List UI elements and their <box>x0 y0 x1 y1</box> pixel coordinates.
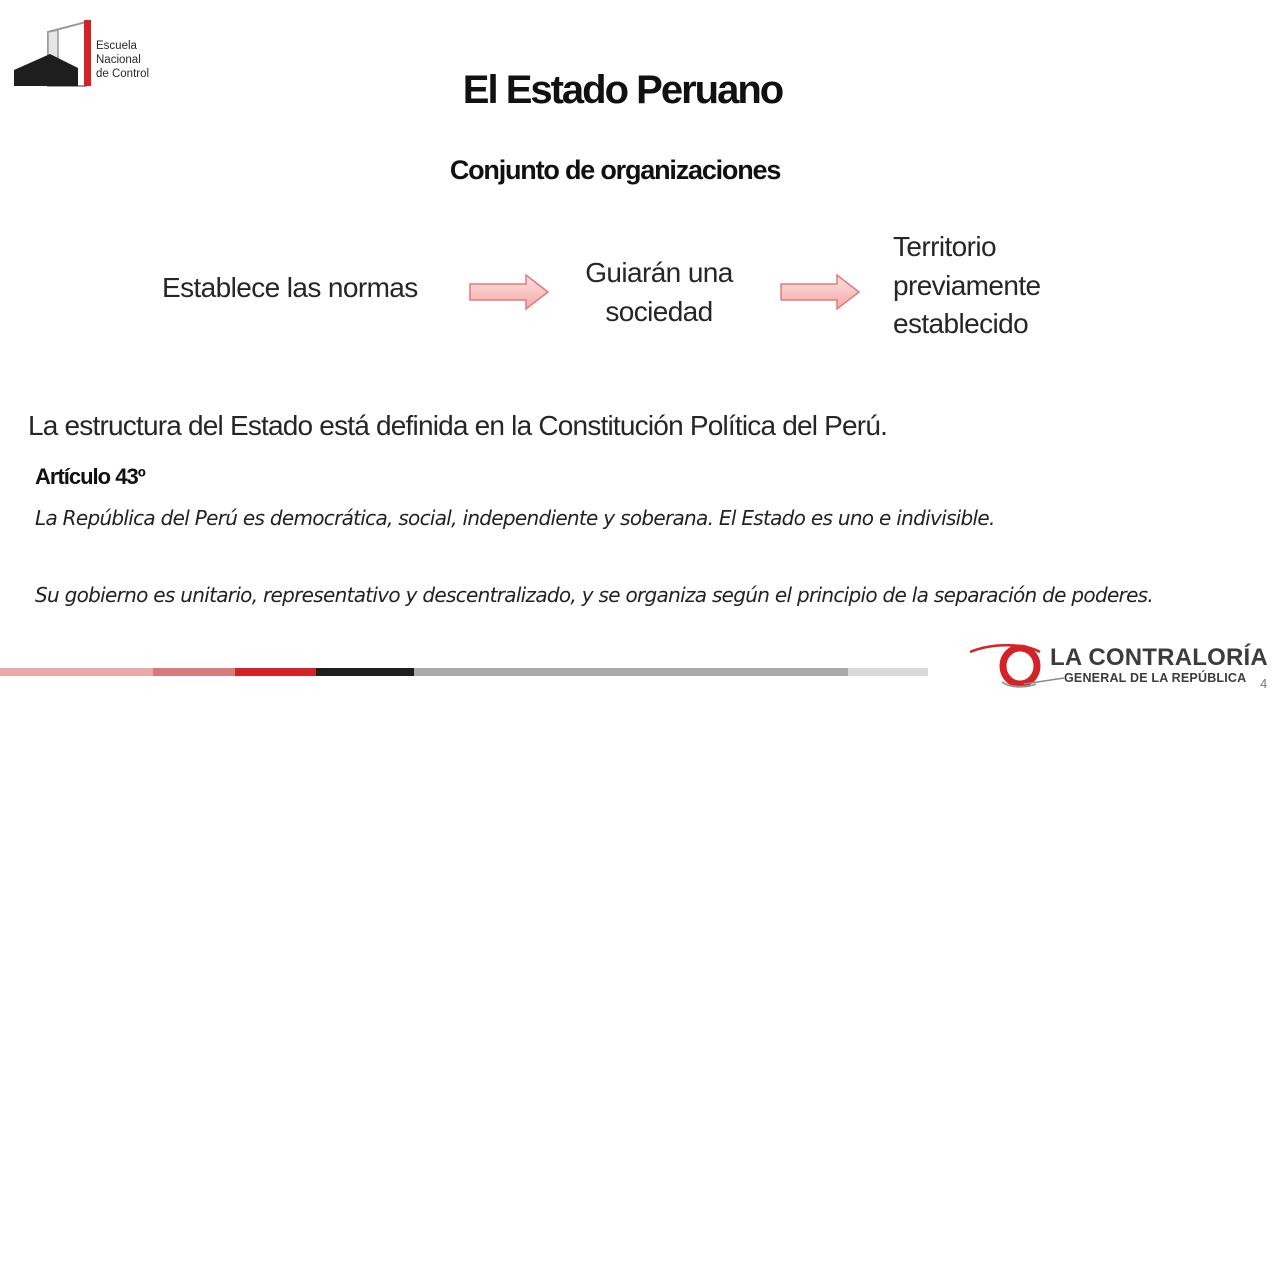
flow-step-territorio-line-3: establecido <box>893 308 1029 339</box>
contraloria-logo <box>966 638 1268 694</box>
article-paragraph-2: Su gobierno es unitario, representativo y descentralizado, y se organiza según el principio de la separación de poderes. <box>35 583 1154 607</box>
color-bar-segment <box>235 668 316 676</box>
contraloria-subtitle: GENERAL DE LA REPÚBLICA <box>1064 671 1247 685</box>
color-bar-segment <box>153 668 235 676</box>
color-bar-segment <box>316 668 414 676</box>
flow-step-guiaran <box>570 253 748 331</box>
page-number: 4 <box>1260 676 1268 691</box>
article-paragraph-1: La República del Perú es democrática, social, independiente y soberana. El Estado es uno e indivisible. <box>35 506 995 530</box>
subtitle: Conjunto de organizaciones <box>449 155 781 185</box>
logo-line-1: Escuela <box>96 40 137 52</box>
right-arrow-icon <box>468 272 550 312</box>
article-title: Artículo 43º <box>35 464 145 489</box>
footer-color-bar <box>0 668 928 676</box>
color-bar-segment <box>414 668 848 676</box>
intro-text: La estructura del Estado está definida en la Constitución Política del Perú. <box>28 410 888 441</box>
flow-step-territorio-line-2: previamente <box>893 269 1041 301</box>
flow-step-territorio-line-1: Territorio <box>893 231 996 262</box>
flow-step-guiaran-line-1: Guiarán una <box>585 257 733 288</box>
page-title: El Estado Peruano <box>462 68 783 112</box>
contraloria-name: LA CONTRALORÍA <box>1050 644 1268 671</box>
color-bar-segment <box>0 668 153 676</box>
logo-line-2: Nacional <box>96 54 141 66</box>
logo-line-3: de Control <box>96 68 150 80</box>
color-bar-segment <box>848 668 928 676</box>
flow-step-establece: Establece las normas <box>162 272 418 303</box>
flow-step-territorio <box>893 228 1113 344</box>
flow-step-guiaran-line-2: sociedad <box>605 296 713 327</box>
right-arrow-icon <box>779 272 861 312</box>
